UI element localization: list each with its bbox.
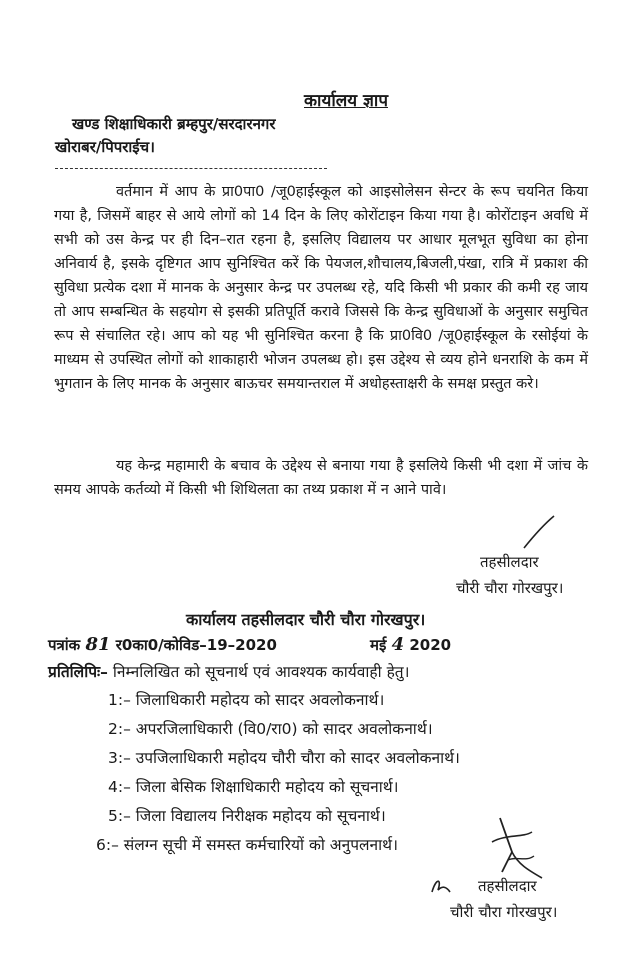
paragraph-1-text: वर्तमान में आप के प्रा0पा0 /जू0हाईस्कूल को आइसोलेसन सेन्टर के रूप चयनित किया गया है, जिसमें बाहर से आये लोगों को 14 दिन के लिए कोरोंटाइन किया गया है। कोरोंटाइन अवधि में सभी को उस केन्द्र पर ही दिन–रात रहना है, इसलिए विद्यालय पर आधार मूलभूत सुविधा का होना अनिवार्य है, इसके दृष्टिगत आप सुनिश्चित करें कि पेयजल,शौचालय,बिजली,पंखा, रात्रि में प्रकाश की सुविधा प्रत्येक दशा में मानक के अनुसार केन्द्र पर उपलब्ध रहे, यदि किसी भी प्रकार की कमी रह जाय तो आप सम्बन्धित के सहयोग से इसकी प्रतिपूर्ति करावे जिससे कि केन्द्र सुविधाओं के अनुसार समुचित रूप से संचालित रहे। आप को यह भी सुनिश्चित करना है कि प्रा0वि0 /जू0हाईस्कूल के रसोईयां के माध्यम से उपस्थित लोगों को शाकाहारी भोजन उपलब्ध हो। इस उद्देश्य से व्यय होने धनराशि के कम में भुगतान के लिए मानक के अनुसार बाऊचर समयान्तराल में अधोहस्ताक्षरी के समक्ष प्रस्तुत करे। — [54, 184, 588, 392]
recipient-item: 5:– जिला विद्यालय निरीक्षक महोदय को सूचनार्थ। — [108, 807, 386, 825]
copy-intro: निम्नलिखित को सूचनार्थ एवं आवश्यक कार्यवाही हेतु। — [112, 663, 410, 681]
signatory-designation-1: तहसीलदार — [480, 553, 539, 571]
date-month: मई — [370, 636, 387, 654]
signatory-place-2: चौरी चौरा गोरखपुर। — [450, 903, 558, 921]
signature-mark-1 — [520, 512, 560, 552]
reference-code: र0का0/कोविड–19–2020 — [115, 636, 277, 654]
signatory-designation-2: तहसीलदार — [478, 877, 537, 895]
reference-line — [48, 634, 277, 655]
reference-label: पत्रांक — [48, 636, 81, 654]
copy-label: प्रतिलिपिः– — [48, 663, 108, 681]
recipient-item: 6:– संलग्न सूची में समस्त कर्मचारियों को अनुपलनार्थ। — [96, 836, 398, 854]
addressee-line-1: खण्ड शिक्षाधिकारी ब्रम्हपुर/सरदारनगर — [72, 115, 276, 133]
reference-number-handwritten: 81 — [85, 634, 111, 655]
initials-mark — [428, 872, 454, 898]
recipient-item: 4:– जिला बेसिक शिक्षाधिकारी महोदय को सूचनार्थ। — [108, 778, 399, 796]
signatory-place-1: चौरी चौरा गोरखपुर। — [456, 579, 564, 597]
date-year: 2020 — [409, 636, 452, 654]
memo-paragraph-2 — [54, 454, 588, 502]
recipient-item: 2:– अपरजिलाधिकारी (वि0/रा0) को सादर अवलोकनार्थ। — [108, 720, 433, 738]
copy-line — [48, 660, 410, 682]
paragraph-2-text: यह केन्द्र महामारी के बचाव के उद्देश्य से बनाया गया है इसलिये किसी भी दशा में जांच के समय आपके कर्तव्यो में किसी भी शिथिलता का तथ्य प्रकाश में न आने पावे। — [54, 458, 588, 498]
memo-date — [370, 634, 451, 655]
memo-paragraph-1 — [54, 180, 588, 396]
date-day-handwritten: 4 — [391, 634, 405, 655]
addressee-line-2: खोराबर/पिपराईच। — [55, 138, 155, 156]
recipient-item: 3:– उपजिलाधिकारी महोदय चौरी चौरा को सादर अवलोकनार्थ। — [108, 749, 460, 767]
memo-title: कार्यालय ज्ञाप — [304, 91, 388, 111]
addressee-divider — [55, 168, 327, 169]
forwarding-office-title: कार्यालय तहसीलदार चौरी चौरा गोरखपुर। — [186, 610, 426, 629]
recipient-item: 1:– जिलाधिकारी महोदय को सादर अवलोकनार्थ। — [108, 691, 385, 709]
signature-mark-2 — [488, 812, 548, 886]
